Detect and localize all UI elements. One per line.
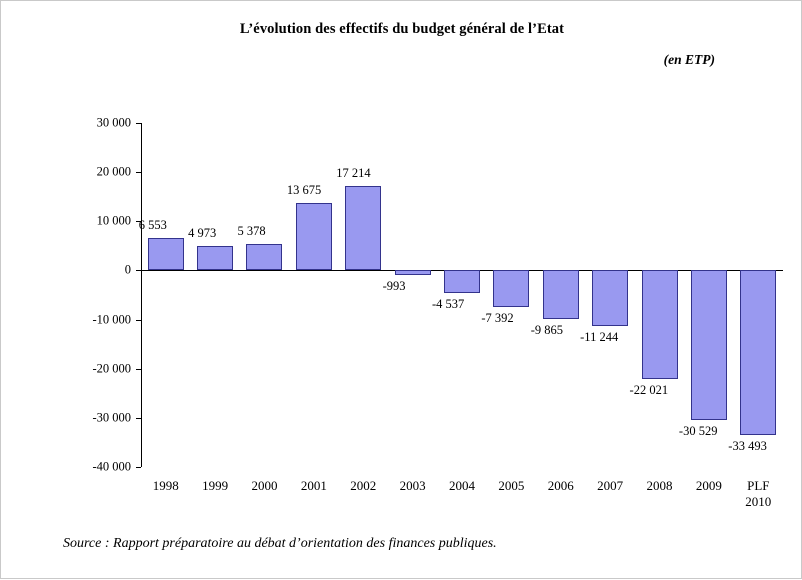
x-axis-tick-label-line1: 2002: [350, 478, 377, 493]
y-axis-tick-label: -10 000: [92, 312, 131, 327]
bar: [642, 270, 678, 378]
x-axis-tick-label: [734, 478, 783, 511]
source-note: Source : Rapport préparatoire au débat d’orientation des finances publiques.: [63, 536, 497, 551]
x-axis-tick-label: [536, 478, 585, 494]
bar-value-label: -33 493: [728, 439, 767, 454]
x-axis-tick-label-line1: 2000: [251, 478, 278, 493]
y-axis-tick: [136, 369, 141, 370]
x-axis-tick-label-line1: 2004: [448, 478, 475, 493]
bar-value-label: -7 392: [481, 310, 514, 325]
x-axis-tick-label: [684, 478, 733, 494]
x-axis-tick-label-line2: 2010: [745, 494, 772, 510]
bar: [395, 270, 431, 275]
x-axis-tick-label: [388, 478, 437, 494]
bar: [296, 203, 332, 270]
x-axis-tick-label: [339, 478, 388, 494]
y-axis-tick: [136, 320, 141, 321]
x-axis-tick-label-line1: 2006: [547, 478, 574, 493]
bar-value-label: 4 973: [188, 225, 217, 240]
x-axis-tick-label: [141, 478, 190, 494]
y-axis-tick: [136, 123, 141, 124]
bar-value-label: 17 214: [336, 165, 371, 180]
page-title: L’évolution des effectifs du budget général de l’Etat: [239, 21, 565, 37]
y-axis-tick-label: 30 000: [96, 115, 131, 130]
x-axis-tick-label: [289, 478, 338, 494]
y-axis-tick: [136, 418, 141, 419]
bar: [345, 186, 381, 271]
x-axis-tick-label-line1: 2005: [498, 478, 525, 493]
x-axis-tick-label: [437, 478, 486, 494]
y-axis-tick-label: 10 000: [96, 213, 131, 228]
x-axis-tick-label-line1: 2008: [646, 478, 673, 493]
x-axis-tick-label: [240, 478, 289, 494]
y-axis-tick: [136, 467, 141, 468]
x-axis-tick-label-line1: 2003: [399, 478, 426, 493]
y-axis-tick-label: -20 000: [92, 361, 131, 376]
bar-value-label: -11 244: [580, 329, 619, 344]
bar: [543, 270, 579, 318]
y-axis-tick-label: 0: [124, 262, 131, 277]
x-axis-tick-label: [585, 478, 634, 494]
x-axis-tick-label-line1: 2001: [300, 478, 327, 493]
bar-value-label: -4 537: [432, 296, 465, 311]
bar: [444, 270, 480, 292]
y-axis-tick-label: 20 000: [96, 164, 131, 179]
bar-value-label: 5 378: [237, 223, 266, 238]
unit-note: (en ETP): [663, 52, 715, 67]
bar: [246, 244, 282, 270]
x-axis-tick-label-line1: 2007: [597, 478, 624, 493]
y-axis-tick: [136, 270, 141, 271]
y-axis-line: [141, 123, 142, 467]
bar-value-label: -22 021: [629, 382, 669, 397]
x-axis-tick-label-line1: 2009: [695, 478, 722, 493]
x-axis-tick-label: [635, 478, 684, 494]
x-axis-tick-label-line1: 1998: [152, 478, 179, 493]
y-axis-tick: [136, 172, 141, 173]
bar: [197, 246, 233, 270]
bar-chart-plot: [1, 1, 802, 580]
bar-value-label: 13 675: [286, 183, 322, 198]
x-axis-tick-label: [190, 478, 239, 494]
bar-value-label: -9 865: [530, 322, 564, 337]
x-axis-tick-label-line1: PLF: [747, 478, 770, 493]
bar: [148, 238, 184, 270]
bar-value-label: 6 553: [138, 218, 167, 233]
y-axis-tick-label: -40 000: [92, 459, 131, 474]
bar: [691, 270, 727, 420]
bar: [740, 270, 776, 435]
bar-value-label: -30 529: [678, 424, 718, 439]
bar-value-label: -993: [382, 279, 406, 294]
bar: [592, 270, 628, 325]
x-axis-tick-label: [487, 478, 536, 494]
bar: [493, 270, 529, 306]
x-axis-tick-label-line1: 1999: [202, 478, 229, 493]
y-axis-tick-label: -30 000: [92, 410, 131, 425]
